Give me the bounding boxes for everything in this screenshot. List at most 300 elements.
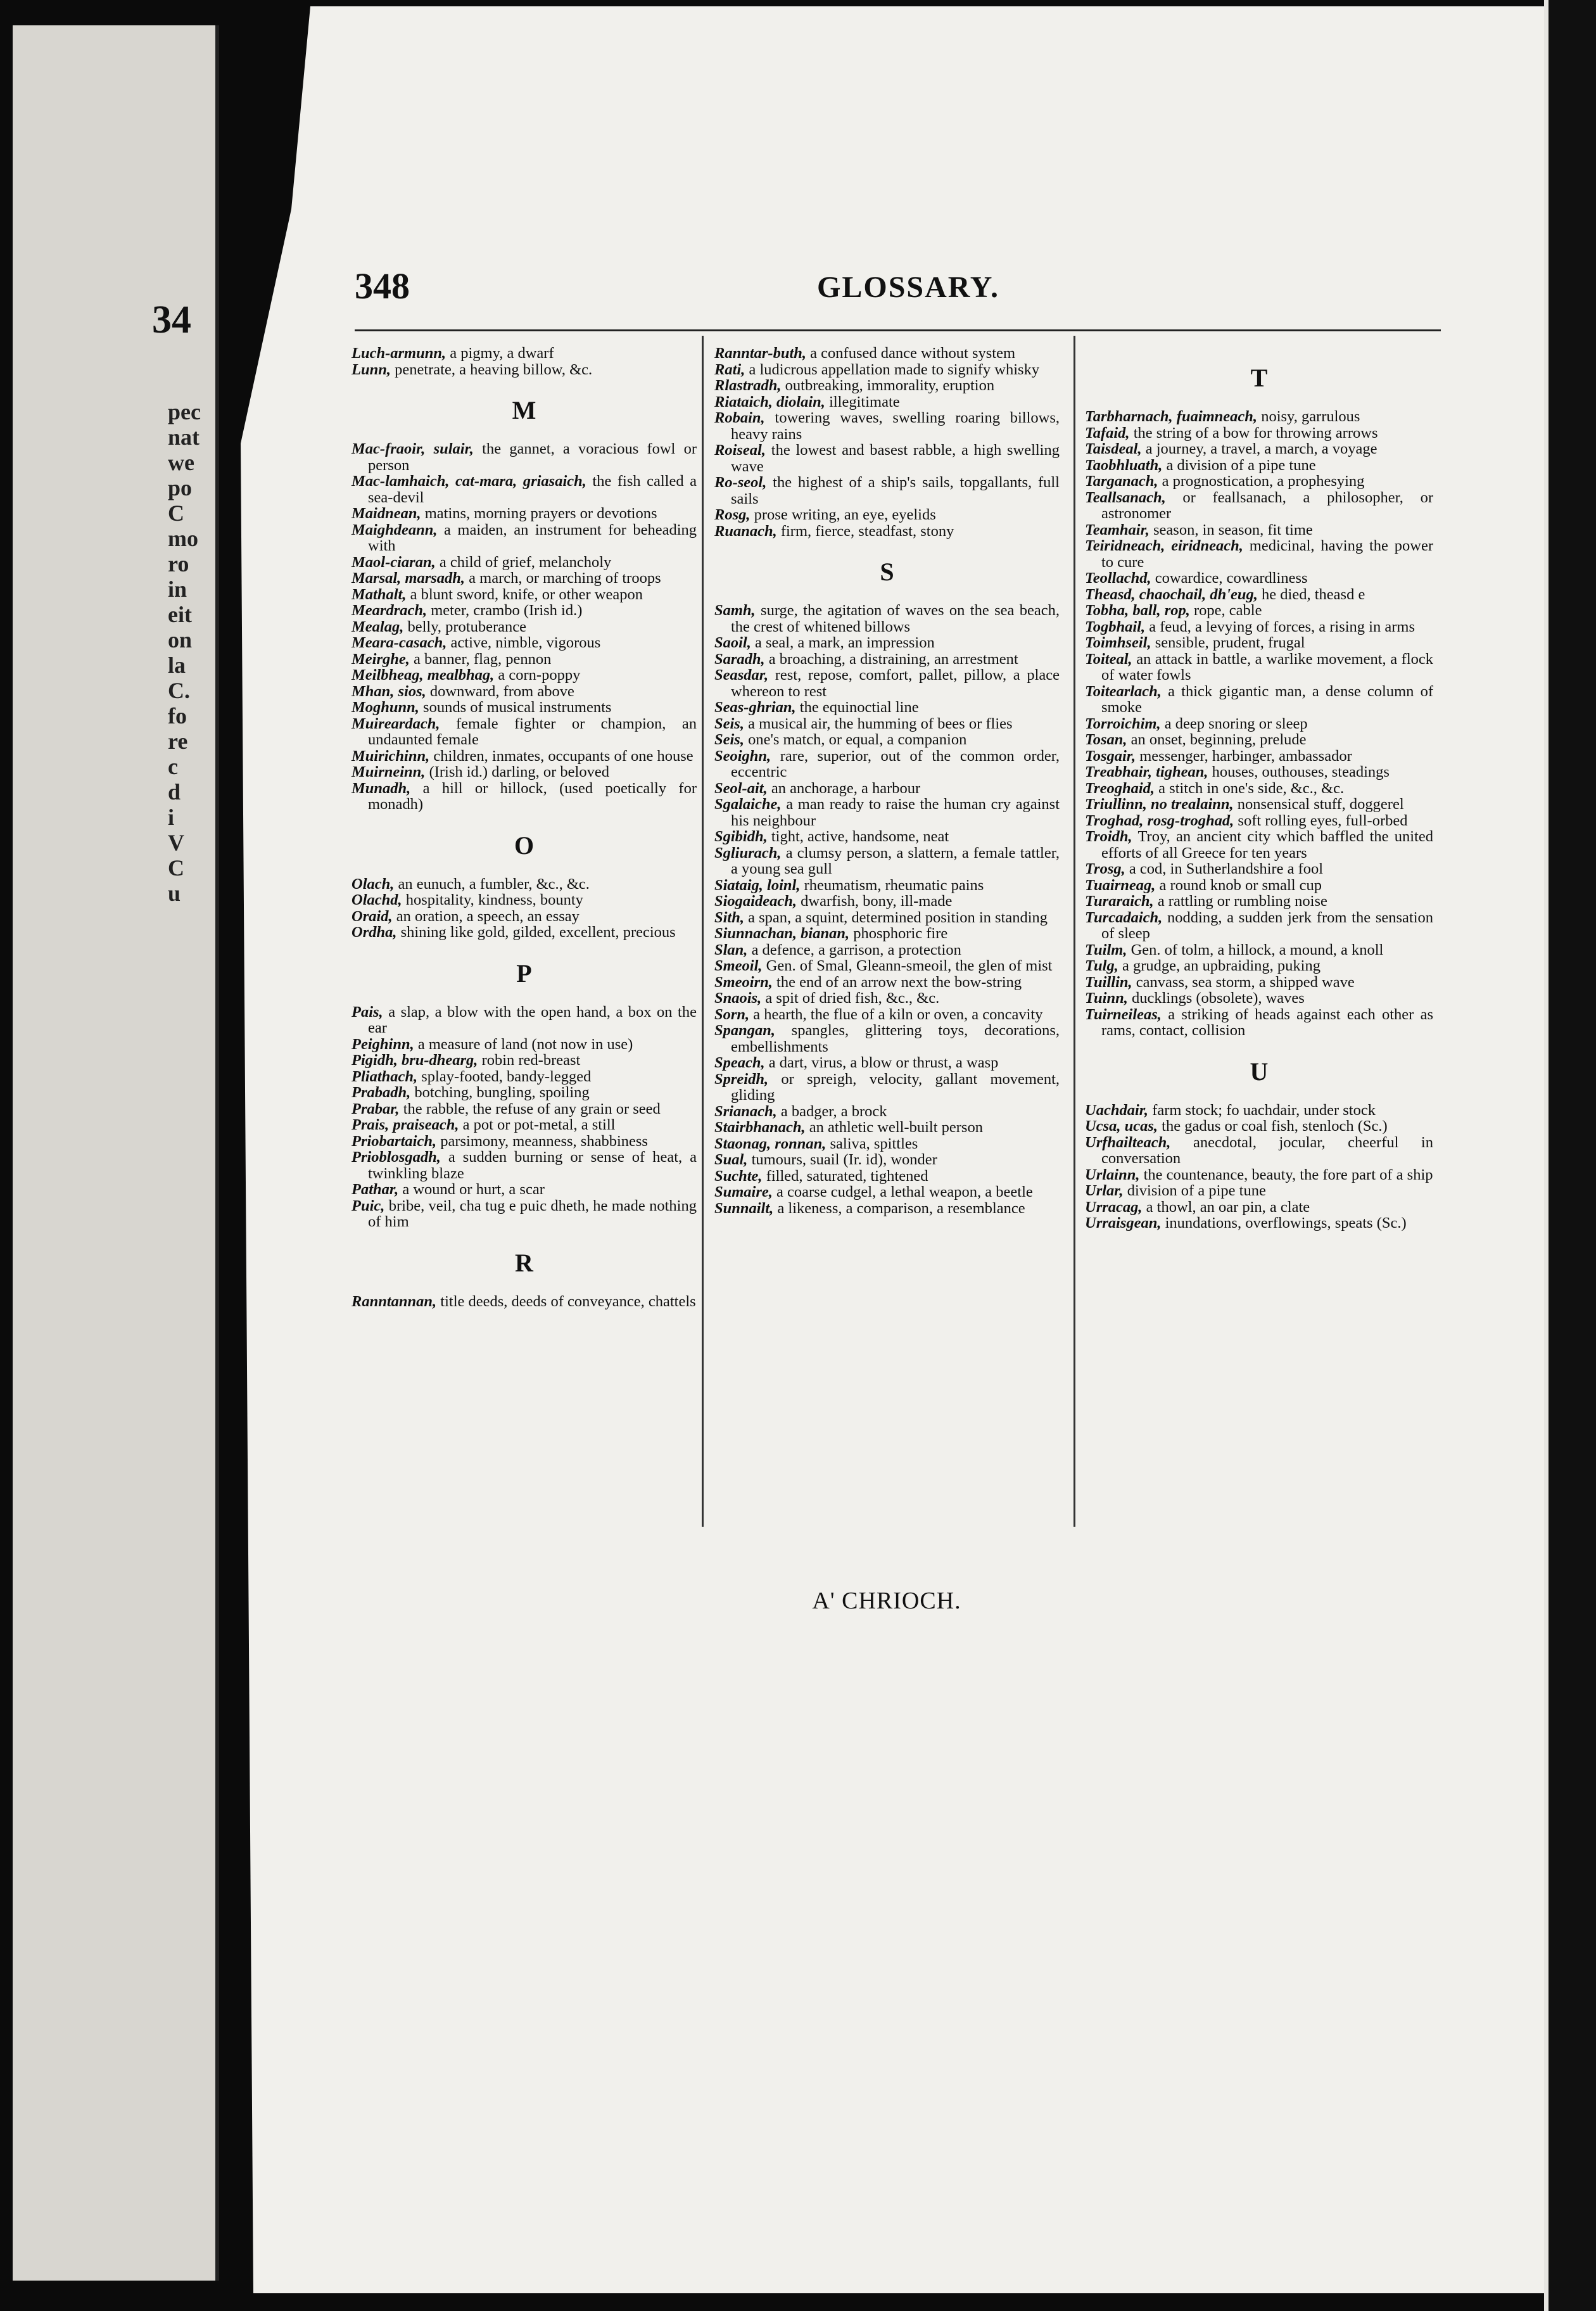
facing-page-number-fragment: 34 bbox=[152, 298, 191, 341]
glossary-entry bbox=[714, 974, 1060, 991]
headword: Teollachd, bbox=[1085, 570, 1151, 587]
definition: a defence, a garrison, a protection bbox=[747, 941, 961, 958]
headword: Troghad, rosg-troghad, bbox=[1085, 812, 1234, 829]
definition: rest, repose, comfort, pallet, pillow, a place whereon to rest bbox=[731, 666, 1060, 700]
definition: a spit of dried fish, &c., &c. bbox=[761, 990, 940, 1007]
facing-page-line-fragment: C bbox=[168, 500, 184, 526]
definition: an onset, beginning, prelude bbox=[1127, 731, 1307, 748]
definition: phosphoric fire bbox=[849, 925, 948, 942]
definition: or feallsanach, a philosopher, or astronomer bbox=[1101, 488, 1433, 522]
definition: outbreaking, immorality, eruption bbox=[781, 377, 995, 394]
headword: Prabar, bbox=[352, 1100, 400, 1117]
glossary-entry bbox=[714, 1119, 1060, 1136]
definition: anecdotal, jocular, cheerful in conversation bbox=[1101, 1133, 1433, 1167]
definition: a dart, virus, a blow or thrust, a wasp bbox=[764, 1054, 999, 1071]
headword: Teallsanach, bbox=[1085, 488, 1166, 506]
definition: parsimony, meanness, shabbiness bbox=[436, 1132, 648, 1150]
glossary-entry bbox=[714, 716, 1060, 732]
glossary-entry bbox=[1085, 473, 1433, 490]
headword: Peighinn, bbox=[352, 1035, 414, 1053]
section-letter: T bbox=[1250, 364, 1268, 392]
definition: rheumatism, rheumatic pains bbox=[800, 876, 984, 894]
glossary-entry bbox=[1085, 619, 1433, 635]
glossary-entry bbox=[714, 1104, 1060, 1120]
headword: Mhan, sios, bbox=[352, 682, 426, 700]
facing-page-line-fragment: c bbox=[168, 754, 178, 779]
glossary-entry bbox=[352, 441, 697, 473]
glossary-entry bbox=[714, 378, 1060, 394]
headword: Luch-armunn, bbox=[352, 345, 446, 362]
definition: saliva, spittles bbox=[826, 1135, 918, 1152]
definition: a prognostication, a prophesying bbox=[1158, 473, 1365, 490]
glossary-entry bbox=[1085, 893, 1433, 910]
definition: division of a pipe tune bbox=[1123, 1182, 1266, 1199]
facing-page-line-fragment: on bbox=[168, 627, 193, 653]
glossary-entry bbox=[352, 684, 697, 700]
definition: a thowl, an oar pin, a clate bbox=[1142, 1198, 1310, 1216]
facing-page-edge bbox=[13, 25, 219, 2281]
definition: a likeness, a comparison, a resemblance bbox=[773, 1199, 1025, 1217]
definition: spangles, glittering toys, decorations, embellishments bbox=[731, 1022, 1060, 1055]
glossary-entry bbox=[352, 1149, 697, 1181]
headword: Meardrach, bbox=[352, 602, 428, 619]
definition: Gen. of Smal, Gleann-smeoil, the glen of mist bbox=[762, 957, 1053, 974]
definition: dwarfish, bony, ill-made bbox=[797, 893, 953, 910]
glossary-entry bbox=[352, 764, 697, 780]
definition: a ludicrous appellation made to signify whisky bbox=[745, 360, 1040, 378]
definition: a sudden burning or sense of heat, a twinkling blaze bbox=[368, 1149, 697, 1182]
header-rule bbox=[355, 329, 1441, 331]
headword: Rati, bbox=[714, 360, 745, 378]
headword: Meara-casach, bbox=[352, 634, 447, 651]
definition: a banner, flag, pennon bbox=[409, 650, 552, 668]
glossary-entry bbox=[352, 554, 697, 571]
glossary-entry bbox=[714, 410, 1060, 442]
definition: an oration, a speech, an essay bbox=[392, 907, 580, 925]
glossary-entry bbox=[714, 958, 1060, 974]
glossary-entry bbox=[1085, 829, 1433, 861]
headword: Triullinn, no trealainn, bbox=[1085, 796, 1234, 813]
definition: season, in season, fit time bbox=[1149, 521, 1313, 538]
headword: Turcadaich, bbox=[1085, 908, 1163, 926]
headword: Tuirneileas, bbox=[1085, 1005, 1162, 1023]
glossary-entry bbox=[714, 667, 1060, 699]
facing-page-line-fragment: po bbox=[168, 475, 193, 500]
headword: Siataig, loinl, bbox=[714, 876, 801, 894]
definition: filled, saturated, tightened bbox=[762, 1167, 928, 1185]
glossary-entry bbox=[352, 908, 697, 925]
headword: Oraid, bbox=[352, 907, 393, 925]
definition: a child of grief, melancholy bbox=[435, 553, 612, 571]
definition: a feud, a levying of forces, a rising in arms bbox=[1145, 618, 1415, 635]
section-letter: P bbox=[516, 958, 532, 988]
glossary-entry bbox=[1085, 732, 1433, 748]
headword: Togbhail, bbox=[1085, 618, 1146, 635]
glossary-entry bbox=[1085, 651, 1433, 684]
running-title: GLOSSARY. bbox=[817, 271, 999, 304]
glossary-entry bbox=[352, 699, 697, 716]
headword: Roiseal, bbox=[714, 442, 766, 459]
headword: Tulg, bbox=[1085, 957, 1118, 974]
definition: or spreigh, velocity, gallant movement, gliding bbox=[731, 1070, 1060, 1104]
headword: Theasd, chaochail, dh'eug, bbox=[1085, 585, 1258, 603]
facing-page-line-fragment: C bbox=[168, 855, 184, 881]
glossary-entry bbox=[1085, 716, 1433, 732]
headword: Smeoirn, bbox=[714, 973, 773, 991]
headword: Seis, bbox=[714, 731, 744, 748]
headword: Meirghe, bbox=[352, 650, 410, 668]
definition: a deep snoring or sleep bbox=[1160, 715, 1308, 732]
facing-page-line-fragment: d bbox=[168, 779, 181, 805]
glossary-entry bbox=[352, 587, 697, 603]
definition: (Irish id.) darling, or beloved bbox=[425, 763, 609, 780]
headword: Moghunn, bbox=[352, 699, 419, 716]
glossary-entry bbox=[714, 796, 1060, 829]
glossary-entry bbox=[1085, 1135, 1433, 1167]
headword: Treabhair, tighean, bbox=[1085, 763, 1208, 780]
page-number: 348 bbox=[355, 265, 410, 307]
glossary-entry bbox=[352, 748, 697, 765]
glossary-entry bbox=[352, 892, 697, 908]
glossary-entry bbox=[714, 990, 1060, 1007]
headword: Saoil, bbox=[714, 634, 751, 651]
definition: a thick gigantic man, a dense column of smoke bbox=[1101, 682, 1433, 716]
headword: Olachd, bbox=[352, 891, 402, 908]
glossary-entry bbox=[352, 1004, 697, 1036]
glossary-entry bbox=[714, 1168, 1060, 1185]
headword: Maol-ciaran, bbox=[352, 553, 436, 571]
headword: Seas-ghrian, bbox=[714, 699, 796, 716]
glossary-entry bbox=[1085, 441, 1433, 457]
definition: the gadus or coal fish, stenloch (Sc.) bbox=[1158, 1117, 1388, 1135]
glossary-entry bbox=[714, 507, 1060, 523]
glossary-entry bbox=[714, 732, 1060, 748]
glossary-entry bbox=[1085, 958, 1433, 974]
definition: the equinoctial line bbox=[795, 699, 919, 716]
headword: Tosgair, bbox=[1085, 747, 1136, 765]
headword: Srianach, bbox=[714, 1102, 777, 1120]
facing-page-line-fragment: i bbox=[168, 805, 175, 830]
definition: a rattling or rumbling noise bbox=[1153, 893, 1327, 910]
headword: Slan, bbox=[714, 941, 748, 958]
definition: Troy, an ancient city which baffled the united efforts of all Greece for ten years bbox=[1101, 828, 1433, 862]
glossary-entry bbox=[1085, 570, 1433, 587]
headword: Ranntannan, bbox=[352, 1292, 437, 1310]
definition: firm, fierce, steadfast, stony bbox=[776, 522, 954, 540]
headword: Siunnachan, bianan, bbox=[714, 925, 850, 942]
headword: Spreidh, bbox=[714, 1070, 769, 1088]
headword: Tobha, ball, rop, bbox=[1085, 602, 1190, 619]
glossary-entry bbox=[352, 345, 697, 362]
headword: Prabadh, bbox=[352, 1084, 411, 1101]
headword: Teamhair, bbox=[1085, 521, 1150, 538]
glossary-entry bbox=[1085, 861, 1433, 877]
definition: sounds of musical instruments bbox=[419, 699, 612, 716]
headword: Pigidh, bru-dhearg, bbox=[352, 1052, 478, 1069]
section-letter: U bbox=[1250, 1057, 1269, 1086]
glossary-entry bbox=[1085, 684, 1433, 716]
definition: the gannet, a voracious fowl or person bbox=[368, 440, 697, 474]
glossary-entry bbox=[714, 910, 1060, 926]
headword: Uachdair, bbox=[1085, 1101, 1149, 1119]
definition: an anchorage, a harbour bbox=[767, 779, 921, 797]
glossary-entry bbox=[1085, 490, 1433, 522]
glossary-entry bbox=[714, 1007, 1060, 1023]
definition: one's match, or equal, a companion bbox=[744, 731, 967, 748]
definition: a slap, a blow with the open hand, a box on the ear bbox=[368, 1003, 697, 1036]
section-letter: S bbox=[880, 557, 894, 586]
definition: splay-footed, bandy-legged bbox=[417, 1067, 592, 1085]
headword: Speach, bbox=[714, 1054, 765, 1071]
glossary-column-3 bbox=[1085, 345, 1433, 1232]
glossary-entry bbox=[1085, 813, 1433, 829]
glossary-entry bbox=[352, 651, 697, 668]
headword: Toiteal, bbox=[1085, 650, 1132, 668]
headword: Trosg, bbox=[1085, 860, 1125, 877]
column-divider bbox=[1074, 336, 1075, 1527]
facing-page-line-fragment: V bbox=[168, 830, 184, 855]
definition: messenger, harbinger, ambassador bbox=[1136, 747, 1352, 765]
definition: farm stock; fo uachdair, under stock bbox=[1148, 1101, 1376, 1119]
definition: a musical air, the humming of bees or flies bbox=[744, 715, 1013, 732]
glossary-entry bbox=[1085, 1215, 1433, 1232]
definition: a coarse cudgel, a lethal weapon, a beetle bbox=[772, 1183, 1033, 1200]
definition: the highest of a ship's sails, topgallants, full sails bbox=[731, 474, 1060, 507]
headword: Sgalaiche, bbox=[714, 796, 782, 813]
headword: Pais, bbox=[352, 1003, 383, 1021]
definition: a division of a pipe tune bbox=[1162, 456, 1316, 474]
headword: Samh, bbox=[714, 602, 756, 619]
definition: the rabble, the refuse of any grain or seed bbox=[399, 1100, 661, 1117]
glossary-entry bbox=[714, 1055, 1060, 1071]
definition: an eunuch, a fumbler, &c., &c. bbox=[394, 875, 590, 893]
section-letter: R bbox=[515, 1248, 533, 1277]
definition: nodding, a sudden jerk from the sensation of sleep bbox=[1101, 908, 1433, 942]
glossary-entry bbox=[1085, 877, 1433, 894]
definition: downward, from above bbox=[426, 682, 574, 700]
definition: the end of an arrow next the bow-string bbox=[772, 973, 1022, 991]
headword: Maighdeann, bbox=[352, 521, 438, 538]
definition: a seal, a mark, an impression bbox=[750, 634, 935, 651]
headword: Robain, bbox=[714, 409, 765, 426]
definition: a span, a squint, determined position in standing bbox=[744, 908, 1048, 926]
definition: a pot or pot-metal, a still bbox=[459, 1116, 616, 1133]
glossary-entry bbox=[1085, 990, 1433, 1007]
headword: Maidnean, bbox=[352, 505, 421, 522]
headword: Rosg, bbox=[714, 506, 750, 523]
definition: Gen. of tolm, a hillock, a mound, a knoll bbox=[1127, 941, 1384, 958]
glossary-entry bbox=[714, 523, 1060, 540]
headword: Siogaideach, bbox=[714, 893, 797, 910]
definition: bribe, veil, cha tug e puic dheth, he made nothing of him bbox=[368, 1197, 697, 1230]
definition: soft rolling eyes, full-orbed bbox=[1234, 812, 1408, 829]
section-letter: O bbox=[514, 831, 535, 860]
headword: Urlar, bbox=[1085, 1182, 1124, 1199]
headword: Urlainn, bbox=[1085, 1166, 1140, 1183]
glossary-entry bbox=[352, 602, 697, 619]
headword: Targanach, bbox=[1085, 473, 1158, 490]
glossary-entry bbox=[352, 506, 697, 522]
headword: Toitearlach, bbox=[1085, 682, 1162, 700]
headword: Suchte, bbox=[714, 1167, 763, 1185]
headword: Teiridneach, eiridneach, bbox=[1085, 537, 1243, 554]
definition: belly, protuberance bbox=[403, 618, 526, 635]
glossary-entry bbox=[714, 1184, 1060, 1200]
page-header bbox=[355, 265, 1444, 315]
facing-page-line-fragment: we bbox=[168, 450, 194, 475]
glossary-entry bbox=[714, 474, 1060, 507]
definition: a hearth, the flue of a kiln or oven, a concavity bbox=[749, 1005, 1043, 1023]
glossary-entry bbox=[352, 1069, 697, 1085]
glossary-entry bbox=[1085, 538, 1433, 570]
headword: Prioblosgadh, bbox=[352, 1149, 441, 1166]
definition: rare, superior, out of the common order, eccentric bbox=[731, 747, 1060, 780]
glossary-entry bbox=[1085, 635, 1433, 651]
glossary-entry bbox=[1085, 796, 1433, 813]
headword: Turaraich, bbox=[1085, 893, 1154, 910]
headword: Taisdeal, bbox=[1085, 440, 1142, 457]
glossary-entry bbox=[1085, 780, 1433, 797]
glossary-entry bbox=[352, 1133, 697, 1150]
headword: Stairbhanach, bbox=[714, 1119, 806, 1136]
glossary-entry bbox=[1085, 522, 1433, 538]
headword: Pliathach, bbox=[352, 1067, 418, 1085]
glossary-entry bbox=[352, 1198, 697, 1230]
glossary-entry bbox=[1085, 764, 1433, 780]
headword: Prais, praiseach, bbox=[352, 1116, 459, 1133]
definition: a maiden, an instrument for beheading with bbox=[368, 521, 697, 554]
facing-page-line-fragment: re bbox=[168, 729, 188, 754]
headword: Troidh, bbox=[1085, 828, 1132, 845]
definition: illegitimate bbox=[825, 393, 900, 411]
definition: a hill or hillock, (used poetically for monadh) bbox=[368, 779, 697, 813]
headword: Riataich, diolain, bbox=[714, 393, 825, 411]
glossary-entry bbox=[714, 442, 1060, 474]
glossary-entry bbox=[714, 394, 1060, 411]
headword: Sual, bbox=[714, 1151, 748, 1168]
glossary-entry bbox=[1085, 974, 1433, 991]
headword: Rlastradh, bbox=[714, 377, 782, 394]
definition: a man ready to raise the human cry against his neighbour bbox=[731, 796, 1060, 829]
headword: Seol-ait, bbox=[714, 779, 768, 797]
definition: a measure of land (not now in use) bbox=[414, 1035, 633, 1053]
definition: a cod, in Sutherlandshire a fool bbox=[1125, 860, 1324, 877]
facing-page-line-fragment: eit bbox=[168, 602, 192, 627]
definition: robin red-breast bbox=[478, 1052, 581, 1069]
headword: Puic, bbox=[352, 1197, 385, 1214]
headword: Torroichim, bbox=[1085, 715, 1161, 732]
glossary-entry bbox=[352, 924, 697, 941]
headword: Sith, bbox=[714, 908, 744, 926]
definition: botching, bungling, spoiling bbox=[410, 1084, 590, 1101]
headword: Seis, bbox=[714, 715, 744, 732]
definition: houses, outhouses, steadings bbox=[1208, 763, 1390, 780]
glossary-entry bbox=[714, 699, 1060, 716]
headword: Seoighn, bbox=[714, 747, 771, 765]
facing-page-line-fragment: mo bbox=[168, 526, 198, 551]
definition: inundations, overflowings, speats (Sc.) bbox=[1161, 1214, 1407, 1232]
finis-line: A' CHRIOCH. bbox=[812, 1588, 961, 1614]
definition: a badger, a brock bbox=[776, 1102, 887, 1120]
headword: Sgliurach, bbox=[714, 844, 782, 862]
headword: Mathalt, bbox=[352, 585, 407, 603]
glossary-entry bbox=[714, 1071, 1060, 1104]
glossary-entry bbox=[1085, 425, 1433, 442]
definition: the string of a bow for throwing arrows bbox=[1129, 424, 1378, 442]
headword: Seasdar, bbox=[714, 666, 769, 684]
glossary-entry bbox=[352, 619, 697, 635]
book-spine bbox=[1548, 0, 1596, 2311]
glossary-entry bbox=[1085, 1183, 1433, 1199]
definition: a pigmy, a dwarf bbox=[446, 345, 554, 362]
definition: rope, cable bbox=[1189, 602, 1262, 619]
headword: Urracag, bbox=[1085, 1198, 1143, 1216]
glossary-entry bbox=[714, 926, 1060, 942]
headword: Mealag, bbox=[352, 618, 404, 635]
glossary-entry bbox=[352, 876, 697, 893]
facing-page-line-fragment: fo bbox=[168, 703, 187, 729]
glossary-entry bbox=[714, 893, 1060, 910]
glossary-entry bbox=[1085, 942, 1433, 958]
definition: towering waves, swelling roaring billows, heavy rains bbox=[731, 409, 1060, 443]
glossary-entry bbox=[1085, 602, 1433, 619]
glossary-entry bbox=[1085, 1102, 1433, 1119]
headword: Tafaid, bbox=[1085, 424, 1130, 442]
headword: Smeoil, bbox=[714, 957, 763, 974]
headword: Muirneinn, bbox=[352, 763, 426, 780]
glossary-entry bbox=[714, 748, 1060, 780]
definition: the fish called a sea-devil bbox=[368, 473, 697, 506]
glossary-entry bbox=[352, 1085, 697, 1101]
headword: Tuairneag, bbox=[1085, 876, 1156, 894]
headword: Lunn, bbox=[352, 360, 391, 378]
definition: a stitch in one's side, &c., &c. bbox=[1155, 779, 1345, 797]
definition: surge, the agitation of waves on the sea beach, the crest of whitened billows bbox=[731, 602, 1060, 635]
headword: Sumaire, bbox=[714, 1183, 773, 1200]
definition: a clumsy person, a slattern, a female tattler, a young sea gull bbox=[731, 844, 1060, 877]
headword: Taobhluath, bbox=[1085, 456, 1163, 474]
glossary-entry bbox=[714, 877, 1060, 894]
headword: Mac-fraoir, sulair, bbox=[352, 440, 474, 457]
definition: a round knob or small cup bbox=[1155, 876, 1322, 894]
definition: a wound or hurt, a scar bbox=[398, 1181, 545, 1198]
definition: canvass, sea storm, a shipped wave bbox=[1132, 973, 1355, 991]
definition: the lowest and basest rabble, a high swelling wave bbox=[731, 442, 1060, 475]
headword: Mac-lamhaich, cat-mara, griasaich, bbox=[352, 473, 586, 490]
glossary-entry bbox=[1085, 748, 1433, 765]
glossary-entry bbox=[1085, 409, 1433, 425]
headword: Munadh, bbox=[352, 779, 411, 797]
headword: Treoghaid, bbox=[1085, 779, 1155, 797]
facing-page-line-fragment: nat bbox=[168, 424, 200, 450]
headword: Snaois, bbox=[714, 990, 762, 1007]
glossary-entry bbox=[714, 1136, 1060, 1152]
glossary-entry bbox=[352, 1294, 697, 1310]
section-letter: M bbox=[512, 396, 536, 424]
definition: nonsensical stuff, doggerel bbox=[1233, 796, 1404, 813]
glossary-entry bbox=[714, 345, 1060, 362]
definition: title deeds, deeds of conveyance, chattels bbox=[436, 1292, 696, 1310]
glossary-entry bbox=[714, 362, 1060, 378]
glossary-entry bbox=[714, 635, 1060, 651]
glossary-entry bbox=[352, 635, 697, 651]
glossary-entry bbox=[1085, 1199, 1433, 1216]
definition: shining like gold, gilded, excellent, precious bbox=[396, 924, 676, 941]
glossary-entry bbox=[1085, 910, 1433, 942]
glossary-entry bbox=[714, 602, 1060, 635]
headword: Ucsa, ucas, bbox=[1085, 1117, 1158, 1135]
glossary-entry bbox=[714, 829, 1060, 845]
